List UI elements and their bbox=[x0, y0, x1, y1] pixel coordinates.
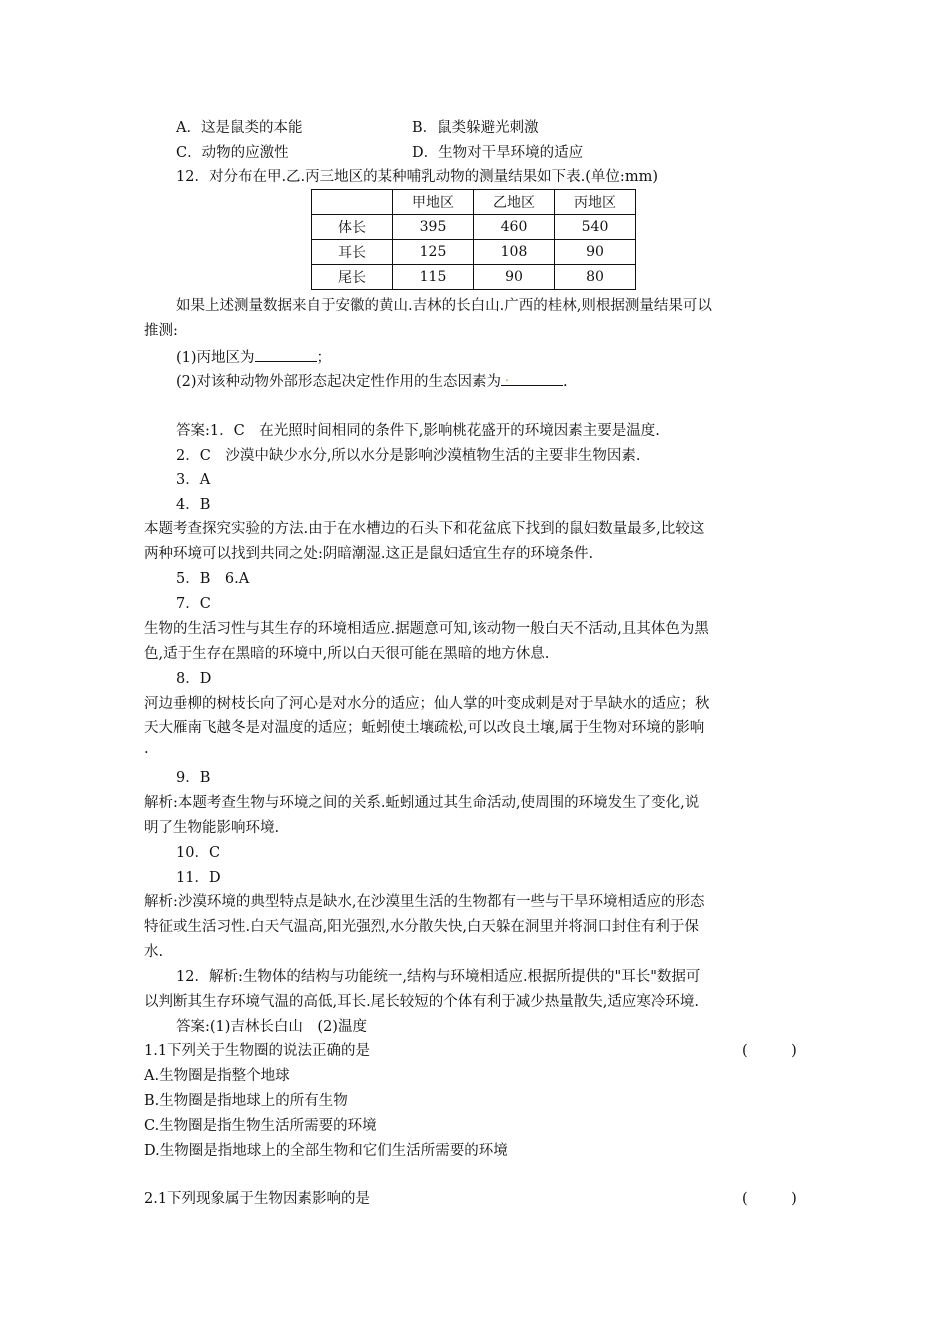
explanation-7-line1: 生物的生活习性与其生存的环境相适应.据题意可知,该动物一般白天不活动,且其体色为黑 bbox=[144, 621, 709, 637]
table-row bbox=[312, 265, 636, 290]
answer-blank-1[interactable] bbox=[255, 347, 317, 362]
answer-3: 3．A bbox=[176, 472, 211, 488]
option-a: A．这是鼠类的本能 bbox=[176, 120, 303, 136]
explanation-4-line1: 本题考查探究实验的方法.由于在水槽边的石头下和花盆底下找到的鼠妇数量最多,比较这 bbox=[144, 521, 705, 537]
quiz-question-1: 1.1下列关于生物圈的说法正确的是 bbox=[144, 1043, 371, 1059]
sub2-prefix: (2)对该种动物外部形态起决定性作用的生态因素为 bbox=[176, 374, 502, 390]
explanation-4-line2: 两种环境可以找到共同之处:阴暗潮湿.这正是鼠妇适宜生存的环境条件. bbox=[144, 546, 594, 562]
table-cell: 460 bbox=[474, 215, 555, 240]
explanation-9-line1: 解析:本题考查生物与环境之间的关系.蚯蚓通过其生命活动,使周围的环境发生了变化,说 bbox=[144, 795, 700, 811]
explanation-7-line2: 色,适于生存在黑暗的环境中,所以白天很可能在黑暗的地方休息. bbox=[144, 646, 550, 662]
quiz-q1-option-a: A.生物圈是指整个地球 bbox=[144, 1068, 290, 1084]
explanation-8-line2: 天大雁南飞越冬是对温度的适应；蚯蚓使土壤疏松,可以改良土壤,属于生物对环境的影响 bbox=[144, 720, 705, 736]
explanation-12-line2: 以判断其生存环境气温的高低,耳长.尾长较短的个体有利于减少热量散失,适应寒冷环境. bbox=[144, 994, 699, 1010]
explanation-8-line3: . bbox=[144, 741, 149, 757]
table-cell: 90 bbox=[474, 265, 555, 290]
explanation-9-line2: 明了生物能影响环境. bbox=[144, 820, 280, 836]
option-c: C．动物的应激性 bbox=[176, 145, 289, 161]
answer-10: 10．C bbox=[176, 845, 221, 861]
table-row bbox=[312, 215, 636, 240]
answer-5-6: 5．B 6.A bbox=[176, 571, 250, 587]
table-cell: 115 bbox=[393, 265, 474, 290]
answer-4: 4．B bbox=[176, 497, 211, 513]
measurement-table bbox=[311, 189, 636, 290]
answer-paren-1[interactable]: ( ) bbox=[742, 1043, 797, 1059]
table-header-cell: 乙地区 bbox=[474, 190, 555, 215]
table-cell: 395 bbox=[393, 215, 474, 240]
explanation-11-line3: 水. bbox=[144, 944, 164, 960]
explanation-8-line1: 河边垂柳的树枝长向了河心是对水分的适应；仙人掌的叶变成刺是对于旱缺水的适应；秋 bbox=[144, 696, 710, 712]
explanation-11-line2: 特征或生活习性.白天气温高,阳光强烈,水分散失快,白天躲在洞里并将洞口封住有利于保 bbox=[144, 919, 699, 935]
answer-paren-2[interactable]: ( ) bbox=[742, 1191, 797, 1207]
explanation-11-line1: 解析:沙漠环境的典型特点是缺水,在沙漠里生活的生物都有一些与干旱环境相适应的形态 bbox=[144, 894, 705, 910]
question-12-paragraph-line1: 如果上述测量数据来自于安徽的黄山.吉林的长白山.广西的桂林,则根据测量结果可以 bbox=[176, 298, 712, 314]
quiz-q1-option-b: B.生物圈是指地球上的所有生物 bbox=[144, 1093, 348, 1109]
table-cell: 108 bbox=[474, 240, 555, 265]
table-cell: 540 bbox=[555, 215, 636, 240]
table-row bbox=[312, 240, 636, 265]
sub1-prefix: (1)丙地区为 bbox=[176, 350, 255, 366]
quiz-q1-option-d: D.生物圈是指地球上的全部生物和它们生活所需要的环境 bbox=[144, 1143, 508, 1159]
answer-blank-2[interactable] bbox=[501, 371, 563, 386]
table-cell: 125 bbox=[393, 240, 474, 265]
table-cell: 尾长 bbox=[312, 265, 393, 290]
answer-9: 9．B bbox=[176, 770, 211, 786]
table-cell: 80 bbox=[555, 265, 636, 290]
table-cell: 体长 bbox=[312, 215, 393, 240]
answer-12: 答案:(1)吉林长白山 (2)温度 bbox=[176, 1019, 367, 1035]
question-12-stem: 12．对分布在甲.乙.丙三地区的某种哺乳动物的测量结果如下表.(单位:mm) bbox=[176, 169, 658, 185]
quiz-q1-option-c: C.生物圈是指生物生活所需要的环境 bbox=[144, 1118, 377, 1134]
option-b: B．鼠类躲避光刺激 bbox=[412, 120, 539, 136]
option-d: D．生物对干旱环境的适应 bbox=[412, 145, 584, 161]
table-header-row bbox=[312, 190, 636, 215]
answer-8: 8．D bbox=[176, 671, 212, 687]
table-cell: 耳长 bbox=[312, 240, 393, 265]
quiz-question-2: 2.1下列现象属于生物因素影响的是 bbox=[144, 1191, 371, 1207]
table-header-cell: 丙地区 bbox=[555, 190, 636, 215]
question-12-sub1 bbox=[176, 347, 331, 368]
sub2-suffix: . bbox=[563, 374, 568, 390]
answer-1: 答案:1．C 在光照时间相同的条件下,影响桃花盛开的环境因素主要是温度. bbox=[176, 423, 660, 439]
sub1-suffix: ； bbox=[316, 350, 332, 366]
question-12-paragraph-line2: 推测: bbox=[144, 323, 178, 339]
answer-11: 11．D bbox=[176, 870, 221, 886]
explanation-12-line1: 12．解析:生物体的结构与功能统一,结构与环境相适应.根据所提供的"耳长"数据可 bbox=[176, 969, 701, 985]
answer-2: 2．C 沙漠中缺少水分,所以水分是影响沙漠植物生活的主要非生物因素. bbox=[176, 448, 641, 464]
mark-dot-icon: . bbox=[505, 370, 509, 384]
question-12-sub2 bbox=[176, 371, 568, 392]
table-header-cell: 甲地区 bbox=[393, 190, 474, 215]
answer-7: 7．C bbox=[176, 596, 211, 612]
table-cell: 90 bbox=[555, 240, 636, 265]
table-header-cell bbox=[312, 190, 393, 215]
